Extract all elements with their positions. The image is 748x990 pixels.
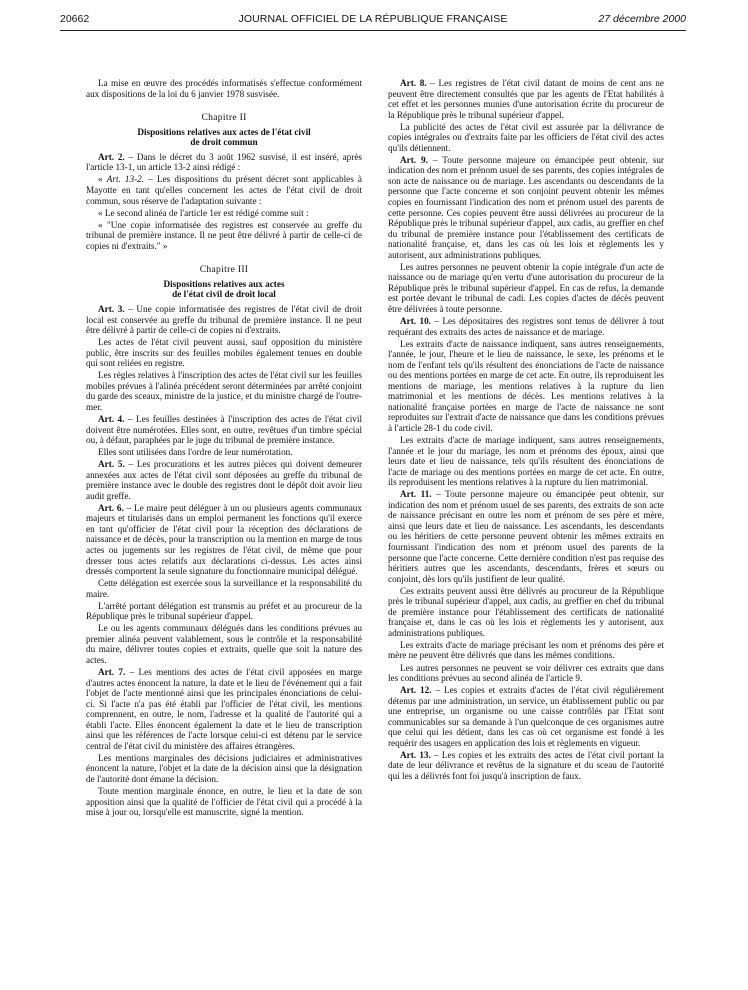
right-column: [388, 78, 664, 783]
article-3: [86, 304, 362, 336]
intro-paragraph: La mise en œuvre des procédés informatisés s'effectue conformément aux dispositions de la loi du 6 janvier 1978 susvisée.: [86, 78, 362, 99]
chapter-3-heading: Chapitre III: [199, 264, 249, 276]
article-11-paragraph-4: Les autres personnes ne peuvent se voir délivrer ces extraits que dans les conditions prévues au second alinéa de l'article 9.: [388, 662, 664, 684]
article-10-number: Art. 10.: [400, 316, 431, 327]
article-12-text: – Les copies et extraits d'actes de l'état civil régulièrement détenus par une administration, un service, un établissement public ou par une entreprise, un organisme ou une caisse contrôlés par l'Etat sont communicables sur sa demande à l'un quelconque de ces organismes autre que celui qui les détient, dans les cas où cet organisme est fondé à les requérir des usagers en application des lois et règlements en vigueur.: [388, 685, 664, 748]
article-7-text: – Les mentions des actes de l'état civil apposées en marge d'autres actes énoncent la nature, la date et le lieu de l'événement qui a fait l'objet de l'acte mentionné ainsi que les principales énonciations de celui-ci. Si l'acte n'a pas été établi par l'officier de l'état civil, les mentions comprennent, en outre, le nom, l'adresse et la qualité de l'autorité qui a établi l'acte. Elles énoncent également la date et le lieu de transcription ainsi que les références de l'acte lorsque celui-ci est détenu par le service central de l'état civil du ministère des affaires étrangères.: [86, 667, 362, 751]
article-13: [388, 750, 664, 782]
left-column: [86, 78, 362, 819]
chapter-2-heading: Chapitre II: [201, 112, 247, 124]
article-9-paragraph-2: Les autres personnes ne peuvent obtenir la copie intégrale d'un acte de naissance ou de mariage qu'en vertu d'une autorisation du procureur de la République près le tribunal supérieur d'appel. En cas de refus, la demande est portée devant le tribunal de cadi. Les copies d'actes de décès peuvent être délivrées à toute personne.: [388, 261, 664, 314]
quote-open: «: [98, 174, 107, 185]
article-11-paragraph-3: Les extraits d'acte de mariage précisant les nom et prénoms des père et mère ne peuvent être délivrés que dans les mêmes conditions.: [388, 639, 664, 661]
page-header: [60, 13, 686, 29]
chapter-2-title-line-2: de droit commun: [190, 137, 258, 148]
article-6: [86, 503, 362, 577]
article-13-2-text: – Les dispositions du présent décret sont applicables à Mayotte en tant qu'elles concernent les actes de l'état civil de droit commun, sous réserve de l'adaptation suivante :: [86, 174, 362, 206]
article-4: [86, 414, 362, 446]
article-9: [388, 155, 664, 260]
article-6-paragraph-2: Cette délégation est exercée sous la surveillance et la responsabilité du maire.: [86, 578, 362, 599]
article-5-text: – Les procurations et les autres pièces qui doivent demeurer annexées aux actes de l'état civil sont déposées au greffe du tribunal de première instance avec le double des registres dont le dépôt doit avoir lieu audit greffe.: [86, 459, 363, 501]
article-7-number: Art. 7.: [98, 667, 126, 678]
article-7-paragraph-2: Les mentions marginales des décisions judiciaires et administratives énoncent la nature, l'objet et la date de la décision ainsi que la désignation de l'autorité dont émane la décision.: [86, 752, 362, 784]
publication-date: 27 décembre 2000: [598, 13, 686, 25]
page-number: 20662: [60, 13, 90, 25]
article-8-text: – Les registres de l'état civil datant de moins de cent ans ne peuvent être directement consultés que par les agents de l'Etat habilités à cet effet et les personnes munies d'une autorisation écrite du procureur de la République près le tribunal supérieur d'appel.: [388, 78, 664, 120]
article-9-number: Art. 9.: [400, 154, 428, 165]
chapter-3-title-line-1: Dispositions relatives aux actes: [163, 278, 285, 289]
article-11-paragraph-2: Ces extraits peuvent aussi être délivrés au procureur de la République près le tribunal supérieur d'appel, aux cadis, au greffier en chef du tribunal de première instance pour l'établissement des certificats de nationalité française et, dans le cas où les lois et règlements les y autorisent, aux administrations publiques.: [388, 585, 664, 638]
article-11: [388, 489, 664, 584]
article-12-number: Art. 12.: [400, 685, 432, 696]
journal-title: JOURNAL OFFICIEL DE LA RÉPUBLIQUE FRANÇAISE: [238, 13, 508, 25]
article-6-text: – Le maire peut déléguer à un ou plusieurs agents communaux majeurs et titularisés dans un emploi permanent les fonctions qu'il exerce en tant qu'officier de l'état civil pour la réception des déclarations de naissance et de décès, pour la transcription ou la mention en marge de tous actes ou jugements sur les registres de l'état civil, de même que pour dresser tous actes relatifs aux déclarations ci-dessus. Les actes ainsi dressés comportent la seule signature du fonctionnaire municipal délégué.: [86, 502, 362, 577]
article-4-number: Art. 4.: [98, 413, 125, 424]
article-12: [388, 685, 664, 748]
article-8: [388, 78, 664, 120]
article-3-paragraph-2: Les actes de l'état civil peuvent aussi, sauf opposition du ministère public, être inscrits sur des feuilles mobiles également tenues en double qui sont reliées en registre.: [86, 337, 362, 369]
article-3-number: Art. 3.: [98, 303, 125, 314]
article-3-text: – Une copie informatisée des registres de l'état civil de droit local est conservée au greffe du tribunal de première instance. Il ne peut être délivré à partir de celle-ci de copies ni d'extraits.: [86, 303, 362, 336]
chapter-3-title-line-2: de l'état civil de droit local: [172, 289, 276, 300]
article-5-number: Art. 5.: [98, 459, 125, 470]
article-2-number: Art. 2.: [98, 151, 125, 162]
article-2-text: – Dans le décret du 3 août 1962 susvisé, il est inséré, après l'article 13-1, un article 13-2 ainsi rédigé :: [86, 151, 362, 173]
article-10-text: – Les dépositaires des registres sont tenus de délivrer à tout requérant des extraits des actes de naissance et de mariage.: [388, 316, 664, 337]
article-13-number: Art. 13.: [400, 749, 431, 760]
article-11-text: – Toute personne majeure ou émancipée peut obtenir, sur indication des nom et prénom usuel de ses parents, des extraits de son acte de naissance précisant en outre les nom et prénom de ses père et mère, ainsi que leurs date et lieu de naissance. Les ascendants, les descendants ou les héritiers de cette personne peuvent obtenir les mêmes extraits en fournissant l'indication des nom et prénom usuel des parents de la personne que l'acte concerne. Cette dernière condition n'est pas requise des héritiers autres que les ascendants, descendants, frères et sœurs ou conjoint, dès lors qu'ils justifient de leur qualité.: [388, 489, 665, 584]
article-4-paragraph-2: Elles sont utilisées dans l'ordre de leur numérotation.: [98, 447, 293, 458]
article-7: [86, 667, 362, 751]
article-10-paragraph-2: Les extraits d'acte de naissance indiquent, sans autres renseignements, l'année, le jour, l'heure et le lieu de naissance, le sexe, les prénoms et le nom de l'enfant tels qu'ils résultent des énonciations de l'acte de naissance ou des mentions portées en marge de cet acte. En outre, ils reproduisent les mentions de mariage, les mentions relatives à la rupture du lien matrimonial et les mentions de décès. Les mentions relatives à la nationalité française portées en marge de l'acte de naissance ne sont reproduites sur l'extrait d'acte de naissance que dans les conditions prévues à l'article 28-1 du code civil.: [388, 338, 664, 433]
article-13-text: – Les copies et les extraits des actes de l'état civil portant la date de leur délivrance et revêtus de la signature et du sceau de l'autorité qui les a délivrés font foi jusqu'à inscription de faux.: [388, 749, 664, 781]
article-8-paragraph-2: La publicité des actes de l'état civil est assurée par la délivrance de copies intégrales ou d'extraits faite par les officiers de l'état civil des actes qu'ils détiennent.: [388, 121, 664, 153]
article-6-paragraph-3: L'arrêté portant délégation est transmis au préfet et au procureur de la République près le tribunal supérieur d'appel.: [86, 600, 362, 622]
article-5: [86, 459, 362, 501]
article-11-number: Art. 11.: [400, 489, 432, 500]
article-9-text: – Toute personne majeure ou émancipée peut obtenir, sur indication des nom et prénom usuel de ses parents, des copies intégrales de son acte de naissance ou de mariage. Les ascendants ou descendants de la personne que l'acte concerne et son conjoint peuvent obtenir les mêmes copies en fournissant l'indication des nom et prénom usuel des parents de cette personne. Ces copies peuvent être aussi délivrées au procureur de la République près le tribunal supérieur d'appel, aux cadis, au greffier en chef du tribunal de première instance pour l'établissement des certificats de nationalité française, et, dans les cas où les lois et règlements les y autorisent, aux administrations publiques.: [388, 154, 664, 260]
article-10: [388, 316, 664, 337]
article-13-2: [86, 174, 362, 206]
article-7-paragraph-3: Toute mention marginale énonce, en outre, le lieu et la date de son apposition ainsi que la qualité de l'officier de l'état civil qui a procédé à la mise à jour ou, lorsqu'elle est manuscrite, signé la mention.: [86, 786, 362, 818]
article-6-paragraph-4: Le ou les agents communaux délégués dans les conditions prévues au premier alinéa peuvent valablement, sous le contrôle et la responsabilité du maire, délivrer toutes copies et extraits, quelle que soit la nature des actes.: [86, 623, 362, 665]
article-13-2-number: Art. 13-2.: [106, 174, 145, 185]
article-10-paragraph-3: Les extraits d'acte de mariage indiquent, sans autres renseignements, l'année et le jour du mariage, les nom et prénoms des époux, ainsi que leurs date et lieu de naissance, tels qu'ils résultent des énonciations de l'acte de mariage ou des mentions portées en marge de cet acte. En outre, ils reproduisent les mentions relatives à la rupture du lien matrimonial.: [388, 435, 664, 488]
header-rule: [60, 30, 686, 31]
article-2: [86, 152, 362, 173]
chapter-2-title: [86, 127, 362, 148]
article-8-number: Art. 8.: [400, 78, 427, 88]
article-13-2-paragraph-3: « "Une copie informatisée des registres est conservée au greffe du tribunal de première instance. Il ne peut être délivré à partir de celle-ci de copies ni d'extraits." »: [86, 219, 362, 251]
article-13-2-paragraph-2: « Le second alinéa de l'article 1er est rédigé comme suit :: [98, 207, 309, 218]
chapter-3-title: [86, 279, 362, 300]
chapter-2-title-line-1: Dispositions relatives aux actes de l'état civil: [137, 126, 311, 137]
article-3-paragraph-3: Les règles relatives à l'inscription des actes de l'état civil sur les feuilles mobiles prévues à l'alinéa précédent seront déterminées par arrêté conjoint du garde des sceaux, ministre de la justice, et du ministre chargé de l'outre-mer.: [86, 370, 362, 412]
article-6-number: Art. 6.: [98, 502, 124, 513]
article-4-text: – Les feuilles destinées à l'inscription des actes de l'état civil doivent être numérotées. Elles sont, en outre, revêtues d'un timbre spécial ou, à défaut, paraphées par le juge du tribunal de première instance.: [86, 413, 362, 446]
